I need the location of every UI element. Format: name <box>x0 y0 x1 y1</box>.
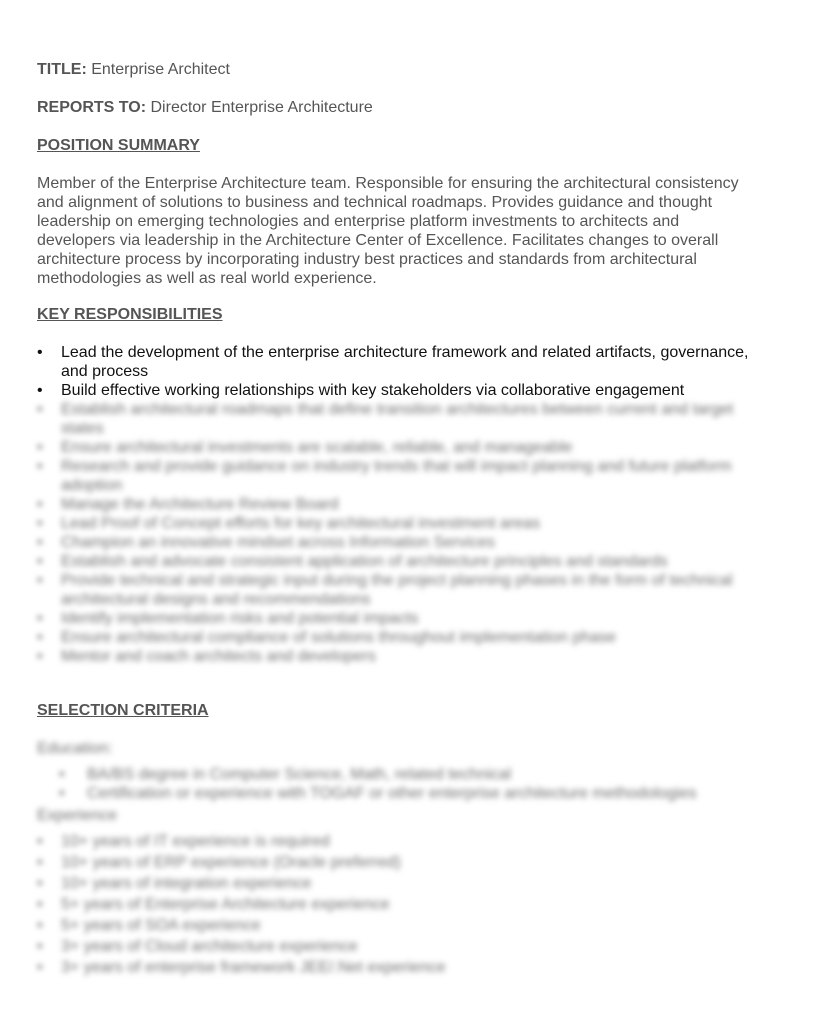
bullet-icon: • <box>37 401 43 418</box>
list-item-text: 3+ years of enterprise framework JEE/.Net experience <box>61 959 446 976</box>
list-item-text: Establish and advocate consistent application of architecture principles and standards <box>61 553 668 570</box>
experience-label: Experience <box>37 807 118 824</box>
list-item-text: Champion an innovative mindset across Information Services <box>61 534 495 551</box>
bullet-icon: • <box>37 496 43 513</box>
list-item <box>37 831 797 852</box>
bullet-icon: • <box>37 833 43 850</box>
title-line <box>37 60 230 79</box>
title-value: Enterprise Architect <box>91 61 230 78</box>
list-item-text: 3+ years of Cloud architecture experience <box>61 938 358 955</box>
list-item-text: Provide technical and strategic input during the project planning phases in the form of technical <box>61 572 733 589</box>
list-item-text: Research and provide guidance on industry trends that will impact planning and future platform <box>61 458 732 475</box>
bullet-icon: • <box>37 553 43 570</box>
bullet-icon: • <box>37 875 43 892</box>
title-label: TITLE: <box>37 61 87 78</box>
list-item-text: adoption <box>61 477 123 494</box>
education-list <box>37 765 777 803</box>
bullet-icon: • <box>37 610 43 627</box>
list-item-text: Lead Proof of Concept efforts for key architectural investment areas <box>61 515 541 532</box>
bullet-icon: • <box>37 629 43 646</box>
list-item-text: 10+ years of ERP experience (Oracle preferred) <box>61 854 401 871</box>
key-responsibilities-heading: KEY RESPONSIBILITIES <box>37 306 223 323</box>
summary-line: developers via leadership in the Architecture Center of Excellence. Facilitates changes to overall <box>37 232 719 249</box>
summary-line: methodologies as well as real world experience. <box>37 270 377 287</box>
bullet-icon: • <box>37 959 43 976</box>
list-item-text: BA/BS degree in Computer Science, Math, related technical <box>87 766 512 783</box>
summary-line: leadership on emerging technologies and enterprise platform investments to architects and <box>37 213 680 230</box>
list-item <box>37 571 797 609</box>
list-item <box>37 852 797 873</box>
bullet-icon: • <box>37 572 43 589</box>
list-item <box>37 784 777 803</box>
list-item <box>37 457 797 495</box>
list-item <box>37 400 797 438</box>
list-item <box>37 343 797 381</box>
list-item <box>37 609 797 628</box>
position-summary-heading: POSITION SUMMARY <box>37 137 200 154</box>
list-item-text: Mentor and coach architects and developers <box>61 648 376 665</box>
list-item-text: Ensure architectural compliance of solutions throughout implementation phase <box>61 629 616 646</box>
list-item-text: architectural designs and recommendations <box>61 591 371 608</box>
bullet-icon: • <box>37 896 43 913</box>
summary-line: Member of the Enterprise Architecture team. Responsible for ensuring the architectural consistency <box>37 175 739 192</box>
reports-to-line <box>37 98 373 117</box>
list-item <box>37 438 797 457</box>
list-item <box>37 957 797 978</box>
list-item <box>37 495 797 514</box>
selection-criteria-heading: SELECTION CRITERIA <box>37 702 209 719</box>
list-item <box>37 765 777 784</box>
bullet-icon: • <box>37 382 43 399</box>
list-item <box>37 381 797 400</box>
list-item-text: Manage the Architecture Review Board <box>61 496 339 513</box>
position-summary-text <box>37 174 777 288</box>
education-label: Education: <box>37 740 113 757</box>
bullet-icon: • <box>37 854 43 871</box>
list-item-text: 10+ years of integration experience <box>61 875 312 892</box>
bullet-icon: • <box>37 534 43 551</box>
bullet-icon: • <box>59 766 65 783</box>
list-item <box>37 915 797 936</box>
list-item <box>37 514 797 533</box>
experience-list <box>37 831 797 978</box>
bullet-icon: • <box>37 917 43 934</box>
list-item-text: and process <box>61 363 149 380</box>
bullet-icon: • <box>37 439 43 456</box>
bullet-icon: • <box>37 344 43 361</box>
list-item-text: 10+ years of IT experience is required <box>61 833 330 850</box>
bullet-icon: • <box>59 785 65 802</box>
list-item-text: states <box>61 420 104 437</box>
key-responsibilities-list <box>37 343 797 666</box>
list-item-text: 5+ years of SOA experience <box>61 917 261 934</box>
summary-line: architecture process by incorporating industry best practices and standards from architectural <box>37 251 697 268</box>
list-item <box>37 894 797 915</box>
list-item <box>37 647 797 666</box>
list-item-text: Lead the development of the enterprise architecture framework and related artifacts, governance, <box>61 344 749 361</box>
reports-to-value: Director Enterprise Architecture <box>150 99 373 116</box>
bullet-icon: • <box>37 515 43 532</box>
summary-line: and alignment of solutions to business and technical roadmaps. Provides guidance and thought <box>37 194 713 211</box>
reports-to-label: REPORTS TO: <box>37 99 147 116</box>
list-item-text: Build effective working relationships with key stakeholders via collaborative engagement <box>61 382 685 399</box>
list-item <box>37 873 797 894</box>
list-item-text: Establish architectural roadmaps that define transition architectures between current and target <box>61 401 734 418</box>
bullet-icon: • <box>37 648 43 665</box>
list-item-text: Identify implementation risks and potential impacts <box>61 610 419 627</box>
bullet-icon: • <box>37 938 43 955</box>
list-item-text: Certification or experience with TOGAF or other enterprise architecture methodologies <box>87 785 697 802</box>
list-item-text: Ensure architectural investments are scalable, reliable, and manageable <box>61 439 573 456</box>
list-item <box>37 936 797 957</box>
list-item-text: 5+ years of Enterprise Architecture experience <box>61 896 390 913</box>
bullet-icon: • <box>37 458 43 475</box>
list-item <box>37 533 797 552</box>
list-item <box>37 552 797 571</box>
list-item <box>37 628 797 647</box>
